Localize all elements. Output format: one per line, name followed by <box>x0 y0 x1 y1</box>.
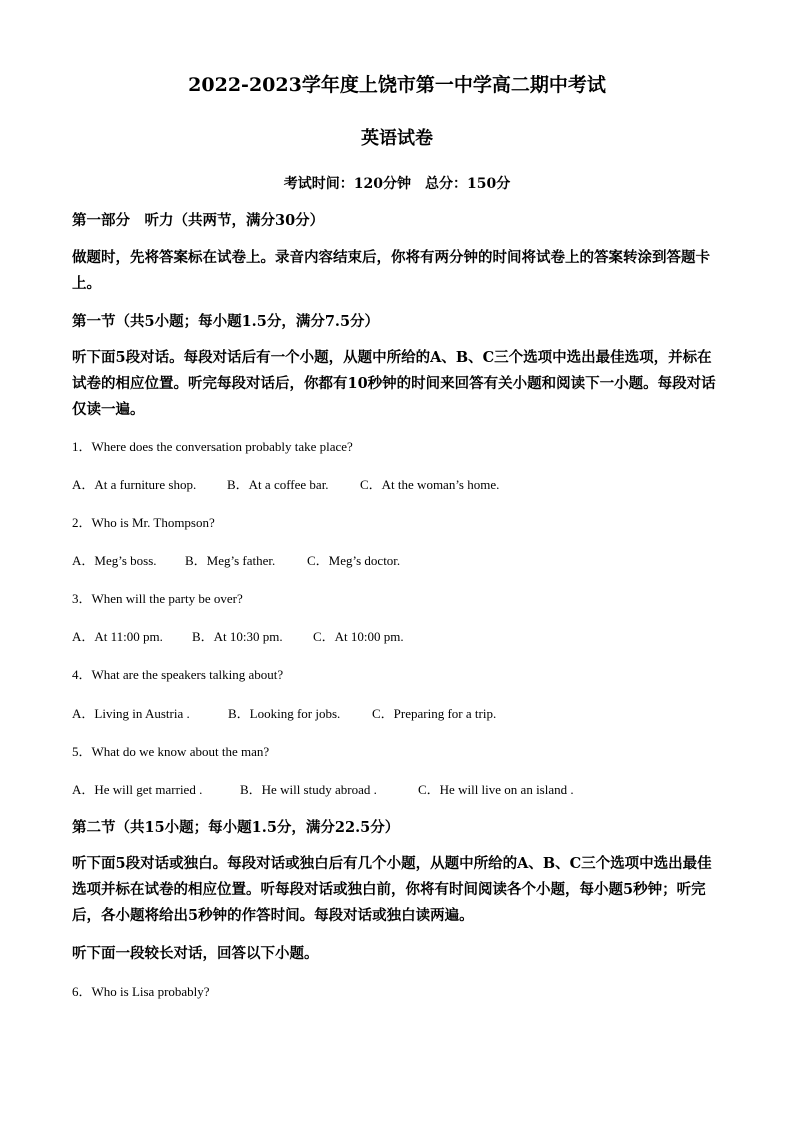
question-3-stem: 3．When will the party be over? <box>72 591 243 606</box>
option-b[interactable]: B．Meg’s father. <box>185 553 276 568</box>
option-b[interactable]: B．Looking for jobs. <box>228 706 341 721</box>
exam-title: 2022-2023学年度上饶市第一中学高二期中考试 <box>188 74 606 96</box>
subject-title: 英语试卷 <box>361 128 433 149</box>
question-1-options <box>72 475 722 495</box>
section2-sub-instruction: 听下面一段较长对话，回答以下小题。 <box>72 945 319 962</box>
section1-instruction: 听下面5段对话。每段对话后有一个小题，从题中所给的A、B、C三个选项中选出最佳选项，并标在试卷的相应位置。听完每段对话后，你都有10秒钟的时间来回答有关小题和阅读下一小题。每段对话仅读一遍。 <box>72 349 716 418</box>
option-b[interactable]: B．At a coffee bar. <box>227 477 329 492</box>
option-c[interactable]: C．He will live on an island . <box>418 782 574 797</box>
part1-heading: 第一部分 听力（共两节，满分30分） <box>72 212 325 229</box>
option-a[interactable]: A．At 11:00 pm. <box>72 629 163 644</box>
option-a[interactable]: A．At a furniture shop. <box>72 477 197 492</box>
section2-heading: 第二节（共15小题；每小题1.5分，满分22.5分） <box>72 819 400 836</box>
question-2-stem: 2．Who is Mr. Thompson? <box>72 515 215 530</box>
question-6-stem: 6．Who is Lisa probably? <box>72 984 210 999</box>
question-4-options <box>72 704 722 724</box>
question-4-stem: 4．What are the speakers talking about? <box>72 667 284 682</box>
question-5-options <box>72 780 722 800</box>
option-c[interactable]: C．Meg’s doctor. <box>307 553 401 568</box>
part1-instruction: 做题时，先将答案标在试卷上。录音内容结束后，你将有两分钟的时间将试卷上的答案转涂到答题卡上。 <box>72 249 710 292</box>
question-1-stem: 1．Where does the conversation probably take place? <box>72 439 353 454</box>
question-5-stem: 5．What do we know about the man? <box>72 744 270 759</box>
option-c[interactable]: C．At the woman’s home. <box>360 477 500 492</box>
question-3-options <box>72 627 722 647</box>
option-a[interactable]: A．Meg’s boss. <box>72 553 157 568</box>
option-c[interactable]: C．At 10:00 pm. <box>313 629 404 644</box>
section2-instruction: 听下面5段对话或独白。每段对话或独白后有几个小题，从题中所给的A、B、C三个选项中选出最佳选项并标在试卷的相应位置。听每段对话或独白前，你将有时间阅读各个小题，每小题5秒钟；听完后，各小题将给出5秒钟的作答时间。每段对话或独白读两遍。 <box>72 855 712 924</box>
option-c[interactable]: C．Preparing for a trip. <box>372 706 497 721</box>
section1-heading: 第一节（共5小题；每小题1.5分，满分7.5分） <box>72 313 380 330</box>
question-2-options <box>72 551 722 571</box>
option-a[interactable]: A．He will get married . <box>72 782 203 797</box>
exam-info: 考试时间：120分钟 总分：150分 <box>283 176 511 192</box>
option-b[interactable]: B．At 10:30 pm. <box>192 629 283 644</box>
option-b[interactable]: B．He will study abroad . <box>240 782 377 797</box>
option-a[interactable]: A．Living in Austria . <box>72 706 190 721</box>
